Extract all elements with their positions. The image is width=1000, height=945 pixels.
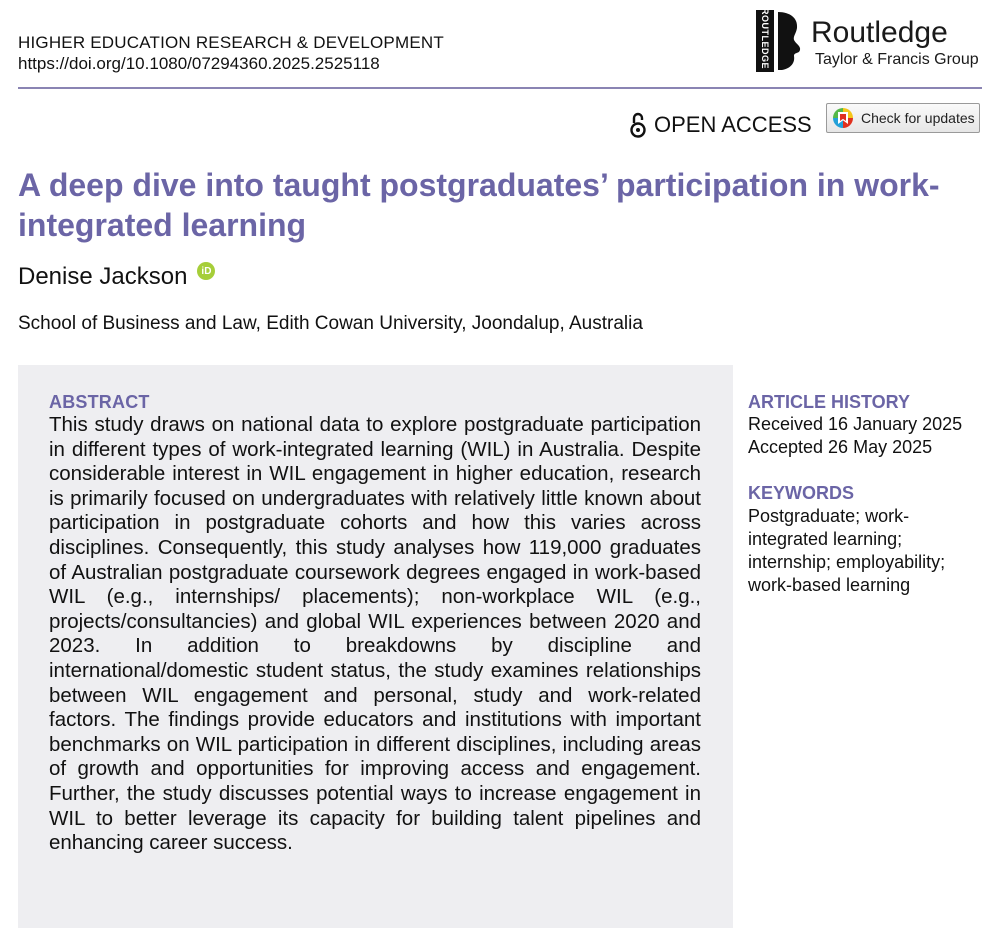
orcid-icon[interactable]: iD bbox=[197, 262, 215, 280]
header-divider bbox=[18, 87, 982, 89]
abstract-heading: ABSTRACT bbox=[49, 392, 150, 412]
doi-link[interactable]: https://doi.org/10.1080/07294360.2025.2525118 bbox=[18, 54, 380, 73]
publisher-logo bbox=[756, 10, 986, 74]
journal-header bbox=[18, 32, 444, 74]
head-silhouette-icon bbox=[774, 10, 804, 72]
keywords-heading: KEYWORDS bbox=[748, 483, 855, 503]
author-line bbox=[18, 263, 215, 291]
keywords-line: work-based learning bbox=[748, 575, 911, 595]
accepted-date: Accepted 26 May 2025 bbox=[748, 437, 933, 457]
crossmark-icon bbox=[833, 108, 853, 128]
publisher-name: Routledge bbox=[811, 16, 948, 49]
keywords-line: internship; employability; bbox=[748, 552, 946, 572]
logo-vertical-bar bbox=[756, 10, 774, 72]
abstract-text: This study draws on national data to explore postgraduate participation in different types of work-integrated learning (WIL) in Australia. Despite considerable interest in WIL engagement in higher education, research is primarily focused on undergraduates with relatively little known about participation in postgraduate cohorts and how this varies across disciplines. Consequently, this study analyses how 119,000 graduates of Australian postgraduate coursework degrees engaged in work-based WIL (e.g., internships/ placements); non-workplace WIL (e.g., projects/consultancies) and global WIL experiences between 2020 and 2023. In addition to breakdowns by discipline and international/domestic student status, the study examines relationships between WIL engagement and personal, study and work-related factors. The findings provide educators and institutions with important benchmarks on WIL participation in different disciplines, including areas of growth and opportunities for improving access and engagement. Further, the study discusses potential ways to increase engagement in WIL to better leverage its capacity for building talent pipelines and enhancing career success. bbox=[49, 413, 701, 855]
author-affiliation: School of Business and Law, Edith Cowan University, Joondalup, Australia bbox=[18, 313, 643, 334]
keywords-line: integrated learning; bbox=[748, 529, 903, 549]
check-for-updates-button[interactable] bbox=[826, 103, 980, 133]
check-for-updates-label: Check for updates bbox=[861, 110, 975, 126]
article-history-heading: ARTICLE HISTORY bbox=[748, 392, 911, 412]
publisher-group: Taylor & Francis Group bbox=[815, 51, 979, 68]
journal-name: HIGHER EDUCATION RESEARCH & DEVELOPMENT bbox=[18, 33, 444, 52]
open-access-badge bbox=[630, 110, 812, 140]
logo-vertical-text: ROUTLEDGE bbox=[760, 8, 770, 70]
keywords-line: Postgraduate; work- bbox=[748, 506, 910, 526]
received-date: Received 16 January 2025 bbox=[748, 414, 963, 434]
article-title: A deep dive into taught postgraduates’ participation in work-integrated learning bbox=[18, 167, 940, 243]
open-access-label: OPEN ACCESS bbox=[654, 112, 812, 137]
author-name[interactable]: Denise Jackson bbox=[18, 263, 188, 290]
open-lock-icon bbox=[630, 112, 646, 138]
